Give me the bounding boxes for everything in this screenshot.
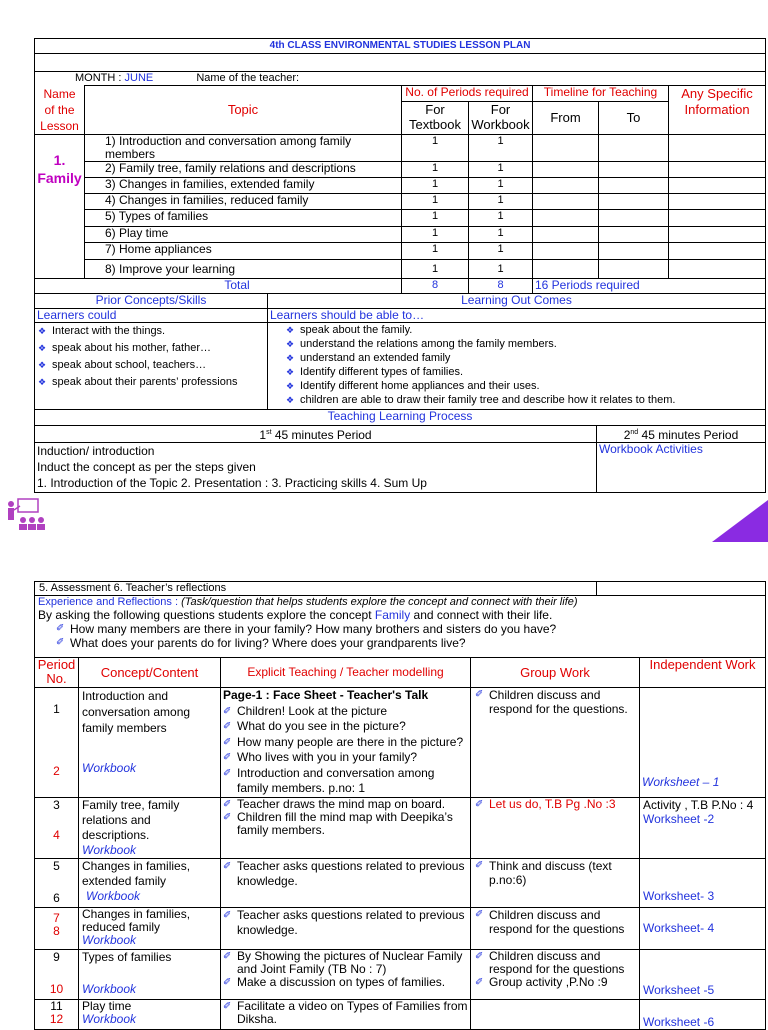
total-wb: 8 <box>469 278 533 293</box>
topic-cell: 3) Changes in families, extended family <box>85 177 402 193</box>
concept-workbook: Workbook <box>82 932 137 947</box>
explicit-cell <box>221 907 471 949</box>
wb-count: 1 <box>469 161 533 177</box>
corner-triangle-icon <box>712 500 768 542</box>
topic-cell: 2) Family tree, family relations and descriptions <box>85 161 402 177</box>
period-number: 9 <box>53 949 60 964</box>
independent-cell <box>640 797 766 858</box>
group-cell <box>471 858 640 907</box>
learners-could-list <box>38 323 265 391</box>
total-tb: 8 <box>402 278 469 293</box>
to-header: To <box>599 102 669 134</box>
period-table <box>34 657 766 1030</box>
learning-outcomes-header: Learning Out Comes <box>268 293 766 308</box>
lesson-name-cell <box>35 134 85 278</box>
list-item: ✐ Children fill the mind map with Deepika’s family members. <box>223 811 468 837</box>
lesson-plan-table <box>34 38 766 294</box>
intro-family: Family <box>374 608 411 622</box>
group-cell <box>471 688 640 798</box>
concept-cell <box>79 688 221 798</box>
group-list <box>475 908 637 936</box>
process-table <box>34 425 766 493</box>
period-cell <box>35 999 79 1029</box>
wb-count: 1 <box>469 209 533 226</box>
specific-info-header: Any Specific Information <box>669 86 766 135</box>
list-item: ✐ Teacher asks questions related to previous knowledge. <box>223 908 468 938</box>
period-number: 2 <box>53 764 60 778</box>
explicit-list <box>223 1000 468 1026</box>
period-number: 11 <box>50 999 63 1013</box>
list-item: ✐ Make a discussion on types of families. <box>223 976 468 989</box>
learners-could-header: Learners could <box>35 308 268 322</box>
list-item: ❖ Identify different types of families. <box>286 365 763 379</box>
question-item: ✐ What does your parents do for living? Where does your grandparents live? <box>56 636 763 650</box>
topic-cell: 7) Home appliances <box>85 242 402 259</box>
list-item: ❖ understand an extended family <box>286 351 763 365</box>
independent-header: Independent Work <box>640 658 766 688</box>
independent-cell: Worksheet -6 <box>640 999 766 1029</box>
group-cell <box>471 907 640 949</box>
concept-header: Concept/Content <box>79 658 221 688</box>
lesson-name: Family <box>37 169 82 186</box>
tb-count: 1 <box>402 161 469 177</box>
period-number: 3 <box>53 797 60 812</box>
tlp-header: Teaching Learning Process <box>35 409 766 425</box>
explicit-cell <box>221 949 471 999</box>
group-list <box>475 798 637 811</box>
assessment-text: 5. Assessment 6. Teacher’s reflections <box>35 582 597 596</box>
list-item: ❖ children are able to draw their family tree and describe how it relates to them. <box>286 393 763 407</box>
page1-heading: Page-1 : Face Sheet - Teacher's Talk <box>223 688 429 702</box>
list-item: ✐ Facilitate a video on Types of Families from Diksha. <box>223 1000 468 1026</box>
wb-count: 1 <box>469 259 533 278</box>
teacher-label: Name of the teacher: <box>196 72 300 84</box>
group-header: Group Work <box>471 658 640 688</box>
month-value: JUNE <box>124 72 154 84</box>
wb-count: 1 <box>469 193 533 209</box>
list-item: ✐ Let us do, T.B Pg .No :3 <box>475 798 637 811</box>
lesson-plan-page-1 <box>34 38 765 493</box>
period-no-header: Period No. <box>35 658 79 688</box>
concept-cell <box>79 907 221 949</box>
worksheet-label: Worksheet -2 <box>643 811 715 826</box>
concept-workbook: Workbook <box>86 888 141 903</box>
learners-could-cell <box>35 322 268 409</box>
period-number: 12 <box>49 1011 64 1026</box>
list-item: ✐ By Showing the pictures of Nuclear Family and Joint Family (TB No : 7) <box>223 950 468 976</box>
independent-text: Activity , T.B P.No : 4 <box>643 797 754 812</box>
concept-workbook: Workbook <box>82 1011 137 1026</box>
list-item: ✐ Teacher draws the mind map on board. <box>223 798 468 811</box>
experience-cell <box>35 596 766 658</box>
independent-cell: Worksheet- 4 <box>640 907 766 949</box>
period-cell <box>35 688 79 798</box>
blank-row <box>35 54 766 72</box>
concept-cell <box>79 858 221 907</box>
period-number: 8 <box>53 923 60 938</box>
tb-count: 1 <box>402 226 469 242</box>
tb-count: 1 <box>402 177 469 193</box>
list-item: ❖ Identify different home appliances and their uses. <box>286 379 763 393</box>
period-number: 7 <box>53 910 60 925</box>
group-cell <box>471 999 640 1029</box>
concept-workbook: Workbook <box>82 981 137 996</box>
explicit-cell <box>221 688 471 798</box>
period-number: 1 <box>53 702 60 716</box>
topic-header: Topic <box>85 86 402 135</box>
induction-label: Induction/ introduction <box>37 443 155 458</box>
period-cell <box>35 858 79 907</box>
month-row <box>35 72 766 86</box>
period-cell <box>35 949 79 999</box>
period-number: 10 <box>49 981 64 996</box>
concept-text: Changes in families, extended family <box>82 858 191 888</box>
workbook-activities: Workbook Activities <box>597 442 766 492</box>
period-cell <box>35 797 79 858</box>
list-item: ✐ Children discuss and respond for the questions <box>475 950 637 976</box>
concept-cell <box>79 949 221 999</box>
group-cell <box>471 949 640 999</box>
experience-label: Experience and Reflections : <box>38 596 179 608</box>
tb-count: 1 <box>402 242 469 259</box>
concept-text: Types of families <box>82 949 172 964</box>
list-item: ✐ Children! Look at the picture <box>223 704 468 720</box>
list-item: ❖ speak about school, teachers… <box>38 357 265 374</box>
list-item: ✐ Think and discuss (text p.no:6) <box>475 859 637 887</box>
list-item: ❖ Interact with the things. <box>38 323 265 340</box>
concept-workbook: Workbook <box>82 761 137 775</box>
experience-table <box>34 595 766 658</box>
period1-header: 1st 45 minutes Period <box>35 425 597 442</box>
concept-text: Introduction and conversation among family members <box>82 689 191 735</box>
intro-text: By asking the following questions students explore the concept <box>38 608 375 622</box>
period-number: 6 <box>53 890 60 905</box>
learners-able-header: Learners should be able to… <box>268 308 766 322</box>
intro-text-end: and connect with their life. <box>410 608 553 622</box>
tb-count: 1 <box>402 259 469 278</box>
list-item: ✐ Introduction and conversation among family members. p.no: 1 <box>223 766 468 797</box>
timeline-header: Timeline for Teaching <box>533 86 669 102</box>
concept-text: Changes in families, reduced family <box>82 907 191 934</box>
concept-text: Play time <box>82 999 132 1013</box>
induct-text: Induct the concept as per the steps given <box>37 459 256 474</box>
list-item: ✐ How many people are there in the picture? <box>223 735 468 751</box>
concepts-table <box>34 293 766 426</box>
list-item: ❖ speak about the family. <box>286 323 763 337</box>
explicit-cell <box>221 858 471 907</box>
learners-able-cell <box>268 322 766 409</box>
concept-text: Family tree, family relations and descriptions. <box>82 797 180 842</box>
explicit-list <box>223 798 468 837</box>
lesson-plan-page-2 <box>34 581 765 1030</box>
topic-cell: 1) Introduction and conversation among family members <box>85 134 402 161</box>
prior-concepts-header: Prior Concepts/Skills <box>35 293 268 308</box>
group-list <box>475 950 637 989</box>
page-title: 4th CLASS ENVIRONMENTAL STUDIES LESSON PLAN <box>35 39 766 54</box>
lesson-number: 1. <box>53 151 66 168</box>
period-number: 4 <box>53 827 60 842</box>
concept-workbook: Workbook <box>82 842 137 857</box>
topic-cell: 4) Changes in families, reduced family <box>85 193 402 209</box>
explicit-list <box>223 908 468 938</box>
from-header: From <box>533 102 599 134</box>
periods-header: No. of Periods required <box>402 86 533 102</box>
period2-header: 2nd 45 minutes Period <box>597 425 766 442</box>
list-item: ❖ speak about his mother, father… <box>38 340 265 357</box>
explicit-list <box>223 859 468 889</box>
concept-cell <box>79 797 221 858</box>
wb-count: 1 <box>469 177 533 193</box>
assessment-table <box>34 581 766 596</box>
wb-count: 1 <box>469 242 533 259</box>
topic-cell: 6) Play time <box>85 226 402 242</box>
wb-count: 1 <box>469 226 533 242</box>
induction-cell <box>35 442 597 492</box>
learners-able-list <box>286 323 763 407</box>
for-textbook-header: For Textbook <box>402 102 469 134</box>
name-of-lesson-header: Name of the Lesson <box>35 86 85 135</box>
group-list <box>475 859 637 887</box>
month-label: MONTH : <box>75 72 122 84</box>
period-number: 5 <box>53 858 60 873</box>
experience-desc: (Task/question that helps students explore the concept and connect with their life) <box>181 596 578 608</box>
explicit-cell <box>221 999 471 1029</box>
steps-text: 1. Introduction of the Topic 2. Presentation : 3. Practicing skills 4. Sum Up <box>37 475 427 490</box>
tb-count: 1 <box>402 134 469 161</box>
explicit-list <box>223 704 468 797</box>
independent-cell: Worksheet -5 <box>640 949 766 999</box>
for-workbook-header: For Workbook <box>469 102 533 134</box>
period-cell <box>35 907 79 949</box>
topic-cell: 8) Improve your learning <box>85 259 402 278</box>
total-periods: 16 Periods required <box>533 278 766 293</box>
list-item: ✐ Group activity ,P.No :9 <box>475 976 637 989</box>
wb-count: 1 <box>469 134 533 161</box>
list-item: ✐ Children discuss and respond for the questions <box>475 908 637 936</box>
group-cell <box>471 797 640 858</box>
explicit-list <box>223 950 468 989</box>
group-list <box>475 688 637 716</box>
list-item: ❖ understand the relations among the family members. <box>286 337 763 351</box>
list-item: ✐ What do you see in the picture? <box>223 719 468 735</box>
topic-cell: 5) Types of families <box>85 209 402 226</box>
total-label: Total <box>35 278 402 293</box>
independent-cell: Worksheet- 3 <box>640 858 766 907</box>
list-item: ✐ Teacher asks questions related to previous knowledge. <box>223 859 468 889</box>
tb-count: 1 <box>402 193 469 209</box>
list-item: ✐ Who lives with you in your family? <box>223 750 468 766</box>
teacher-classroom-icon <box>6 498 50 532</box>
tb-count: 1 <box>402 209 469 226</box>
list-item: ✐ Children discuss and respond for the questions. <box>475 688 637 716</box>
independent-cell: Worksheet – 1 <box>640 688 766 798</box>
explicit-cell <box>221 797 471 858</box>
question-item: ✐ How many members are there in your family? How many brothers and sisters do you have? <box>56 622 763 636</box>
list-item: ❖ speak about their parents’ professions <box>38 374 265 391</box>
questions-list <box>38 622 763 650</box>
concept-cell <box>79 999 221 1029</box>
explicit-header: Explicit Teaching / Teacher modelling <box>221 658 471 688</box>
